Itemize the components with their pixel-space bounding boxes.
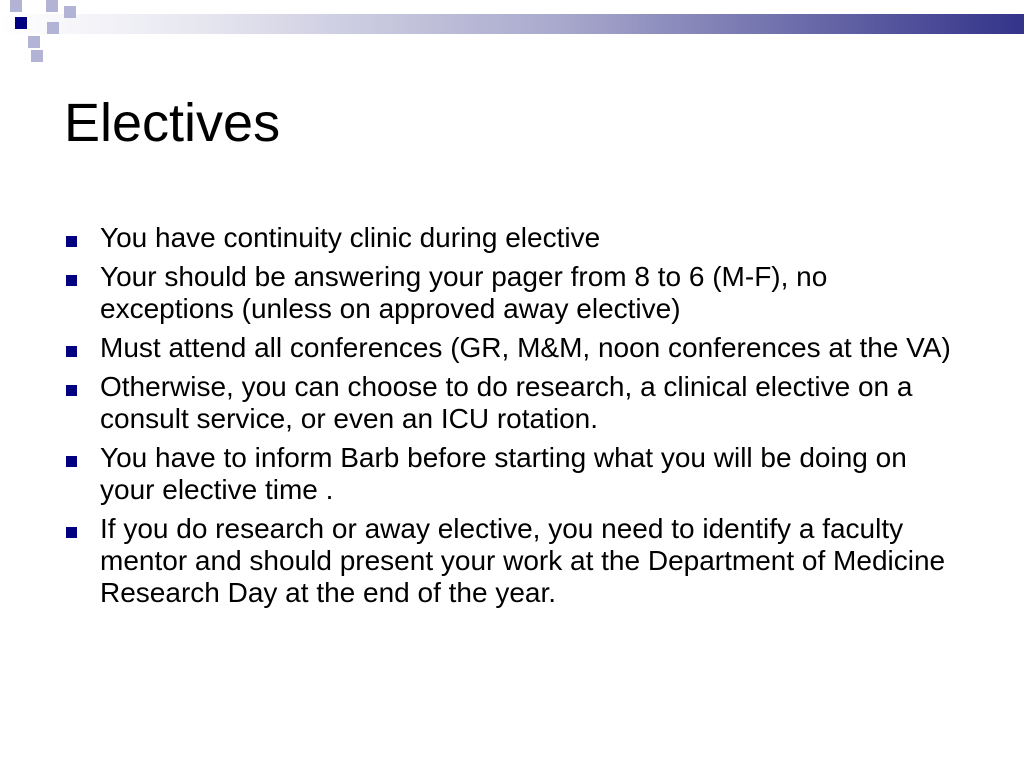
bullet-text: You have to inform Barb before starting what you will be doing on your elective time .: [100, 442, 907, 505]
decorative-squares: [0, 0, 80, 70]
bullet-text: Your should be answering your pager from 8 to 6 (M-F), no exceptions (unless on approved away elective): [100, 261, 828, 324]
deco-square-dark: [15, 17, 27, 29]
bullet-text: If you do research or away elective, you need to identify a faculty mentor and should present your work at the Department of Medicine Research Day at the end of the year.: [100, 513, 946, 608]
list-item: [64, 332, 964, 364]
bullet-text: Must attend all conferences (GR, M&M, noon conferences at the VA): [100, 332, 951, 363]
deco-square-light: [47, 22, 59, 34]
square-bullet-icon: [66, 236, 77, 247]
bullet-list: [64, 222, 964, 616]
list-item: [64, 371, 964, 435]
deco-square-light: [31, 50, 43, 62]
deco-square-light: [46, 0, 58, 12]
bullet-text: You have continuity clinic during elective: [100, 222, 601, 253]
square-bullet-icon: [66, 456, 77, 467]
list-item: [64, 513, 964, 609]
square-bullet-icon: [66, 275, 77, 286]
list-item: [64, 442, 964, 506]
square-bullet-icon: [66, 527, 77, 538]
bullet-text: Otherwise, you can choose to do research, a clinical elective on a consult service, or even an ICU rotation.: [100, 371, 913, 434]
list-item: [64, 261, 964, 325]
deco-square-light: [28, 36, 40, 48]
deco-square-light: [64, 6, 76, 18]
slide-title: Electives: [64, 93, 281, 153]
deco-square-light: [10, 0, 22, 12]
square-bullet-icon: [66, 346, 77, 357]
header-gradient-bar: [0, 14, 1024, 34]
square-bullet-icon: [66, 385, 77, 396]
list-item: [64, 222, 964, 254]
